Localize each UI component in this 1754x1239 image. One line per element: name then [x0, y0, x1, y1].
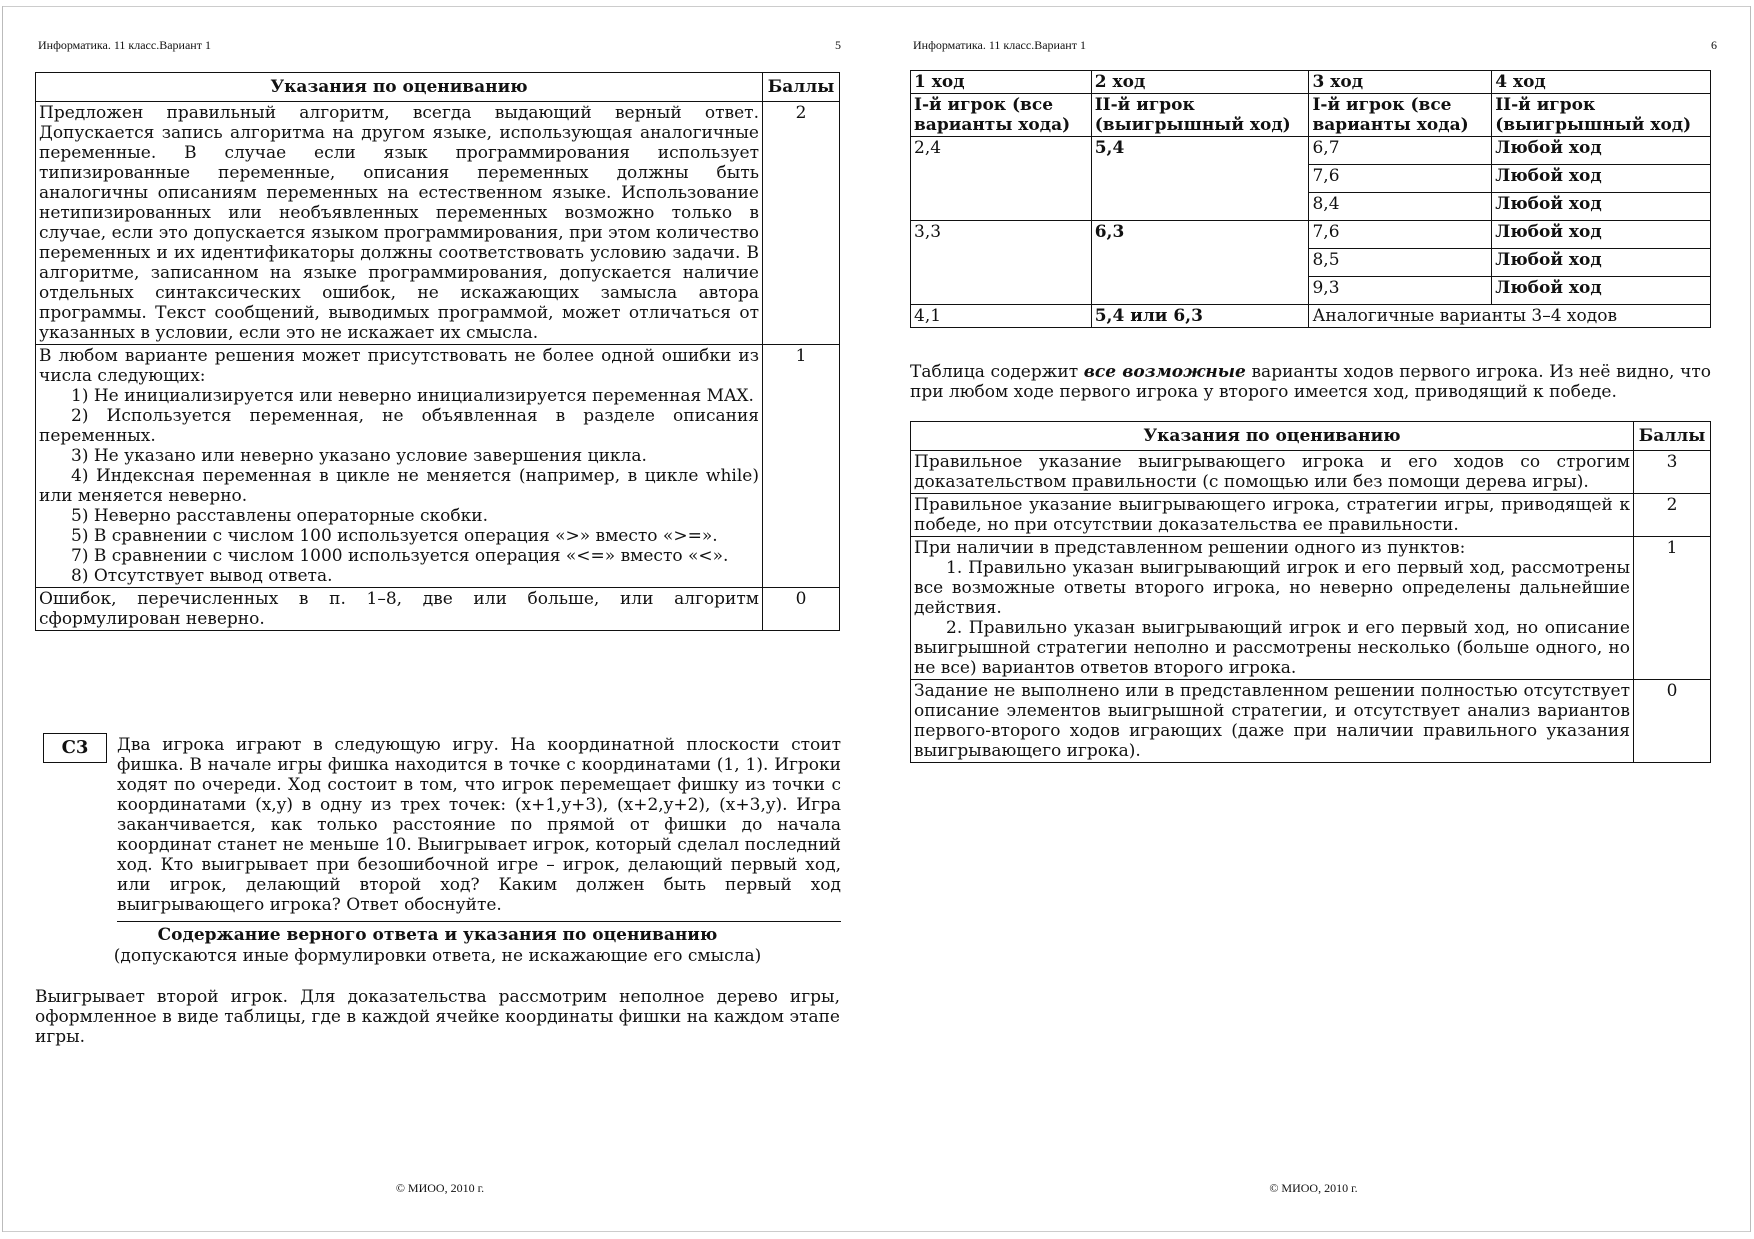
table-note	[910, 362, 1711, 402]
fourth-move: Любой ход	[1492, 165, 1711, 193]
table-row	[911, 537, 1711, 680]
list-item: 2. Правильно указан выигрывающий игрок и его первый ход, но описание выигрышной стратегии неполно и рассмотрены несколько (больше одного, но не все) вариантов ответов второго игрока.	[914, 618, 1630, 678]
grading-table-c3	[910, 421, 1711, 763]
criteria-cell	[911, 537, 1634, 680]
answer-heading: Содержание верного ответа и указания по оцениванию	[157, 925, 718, 945]
column-header-criteria: Указания по оцениванию	[911, 422, 1634, 451]
criteria-text: Правильное указание выигрывающего игрока, стратегии игры, приводящей к победе, но при отсутствии доказательства ее правильности.	[911, 494, 1634, 537]
list-item: 1) Не инициализируется или неверно инициализируется переменная MAX.	[71, 386, 754, 406]
column-header-criteria: Указания по оцениванию	[36, 73, 763, 102]
second-move: 5,4 или 6,3	[1091, 305, 1309, 328]
list-item: 8) Отсутствует вывод ответа.	[71, 566, 333, 586]
first-move: 2,4	[911, 137, 1092, 221]
page-header: Информатика. 11 класс.Вариант 1	[913, 38, 1086, 52]
grading-table-c2	[35, 72, 840, 631]
list-item: 4) Индексная переменная в цикле не меняется (например, в цикле while) или меняется неверно.	[39, 466, 759, 506]
table-row	[911, 494, 1711, 537]
criteria-text: Правильное указание выигрывающего игрока и его ходов со строгим доказательством правильности (с помощью или без помощи дерева игры).	[911, 451, 1634, 494]
task-text: Два игрока играют в следующую игру. На координатной плоскости стоит фишка. В начале игры фишка находится в точке с координатами (1, 1). Игроки ходят по очереди. Ход состоит в том, что игрок перемещает фишку из точки с координатами (x,y) в одну из трех точек: (x+1,y+3), (x+2,y+2), (x+3,y). Игра заканчивается, как только расстояние по прямой от фишки до начала координат станет не меньше 10. Выигрывает игрок, который сделал последний ход. Кто выигрывает при безошибочной игре – игрок, делающий первый ход, или игрок, делающий второй ход? Каким должен быть первый ход выигрывающего игрока? Ответ обоснуйте.	[117, 735, 841, 915]
table-row	[911, 451, 1711, 494]
fourth-move: Любой ход	[1492, 193, 1711, 221]
criteria-text: Задание не выполнено или в представленном решении полностью отсутствует описание элементов выигрышной стратегии, и отсутствует анализ вариантов первого-второго ходов играющих (даже при наличии правильного указания выигрывающего игрока).	[911, 680, 1634, 763]
list-item: 2) Используется переменная, не объявленная в разделе описания переменных.	[39, 406, 759, 446]
other-moves: Аналогичные варианты 3–4 ходов	[1309, 305, 1711, 328]
points-value: 0	[1634, 680, 1711, 763]
criteria-text: При наличии в представленном решении одного из пунктов:	[914, 538, 1466, 558]
third-move: 7,6	[1309, 165, 1492, 193]
table-row	[36, 102, 840, 345]
task-label: С3	[43, 733, 107, 763]
column-subheader: II-й игрок (выигрышный ход)	[1091, 94, 1309, 137]
second-move: 6,3	[1091, 221, 1309, 305]
table-header-row	[911, 71, 1711, 94]
page-header: Информатика. 11 класс.Вариант 1	[38, 38, 211, 52]
divider	[117, 921, 841, 922]
answer-text: Выигрывает второй игрок. Для доказательства рассмотрим неполное дерево игры, оформленное в виде таблицы, где в каждой ячейке координаты фишки на каждом этапе игры.	[35, 987, 840, 1047]
points-value: 1	[763, 345, 840, 588]
table-row	[36, 588, 840, 631]
table-row	[911, 305, 1711, 328]
page-number: 5	[835, 38, 841, 52]
column-header: 2 ход	[1091, 71, 1309, 94]
points-value: 0	[763, 588, 840, 631]
third-move: 8,5	[1309, 249, 1492, 277]
list-item: 7) В сравнении с числом 1000 используется операция «<=» вместо «<».	[71, 546, 729, 566]
moves-table	[910, 70, 1711, 328]
third-move: 9,3	[1309, 277, 1492, 305]
fourth-move: Любой ход	[1492, 249, 1711, 277]
left-page	[2, 6, 878, 1232]
table-row	[911, 680, 1711, 763]
list-item: 5) Неверно расставлены операторные скобки.	[71, 506, 488, 526]
criteria-text: Ошибок, перечисленных в п. 1–8, две или больше, или алгоритм сформулирован неверно.	[36, 588, 763, 631]
column-header-points: Баллы	[763, 73, 840, 102]
criteria-text: Предложен правильный алгоритм, всегда выдающий верный ответ. Допускается запись алгоритма на другом языке, использующая аналогичные переменные. В случае если язык программирования использует типизированные переменные, описания переменных должны быть аналогичны описаниям переменных на естественном языке. Использование нетипизированных или необъявленных переменных возможно только в случае, если это допускается языком программирования, при этом количество переменных и их идентификаторы должны соответствовать условию задачи. В алгоритме, записанном на языке программирования, допускается наличие отдельных синтаксических ошибок, не искажающих замысла автора программы. Текст сообщений, выводимых программой, может отличаться от указанных в условии, если это не искажает их смысла.	[36, 102, 763, 345]
points-value: 1	[1634, 537, 1711, 680]
right-page	[877, 6, 1751, 1232]
first-move: 3,3	[911, 221, 1092, 305]
column-header: 4 ход	[1492, 71, 1711, 94]
list-item: 3) Не указано или неверно указано условие завершения цикла.	[71, 446, 647, 466]
note-text: Таблица содержит	[910, 362, 1079, 382]
third-move: 8,4	[1309, 193, 1492, 221]
list-item: 5) В сравнении с числом 100 используется операция «>» вместо «>=».	[71, 526, 718, 546]
table-row	[911, 137, 1711, 165]
table-subheader-row	[911, 94, 1711, 137]
page-number: 6	[1711, 38, 1717, 52]
note-emphasis: все возможные	[1083, 362, 1246, 382]
column-subheader: I-й игрок (все варианты хода)	[1309, 94, 1492, 137]
second-move: 5,4	[1091, 137, 1309, 221]
table-row	[911, 221, 1711, 249]
column-header: 3 ход	[1309, 71, 1492, 94]
table-row	[36, 345, 840, 588]
column-header: 1 ход	[911, 71, 1092, 94]
page-footer: © МИОО, 2010 г.	[1269, 1181, 1358, 1195]
column-header-points: Баллы	[1634, 422, 1711, 451]
note-text: варианты ходов первого игрока. Из неё видно, что при любом ходе первого игрока у второго имеется ход, приводящий к победе.	[910, 362, 1711, 402]
third-move: 6,7	[1309, 137, 1492, 165]
answer-subheading: (допускаются иные формулировки ответа, не искажающие его смысла)	[113, 946, 762, 966]
fourth-move: Любой ход	[1492, 137, 1711, 165]
third-move: 7,6	[1309, 221, 1492, 249]
fourth-move: Любой ход	[1492, 277, 1711, 305]
list-item: 1. Правильно указан выигрывающий игрок и его первый ход, рассмотрены все возможные ответы второго игрока, но неверно определены дальнейшие действия.	[914, 558, 1630, 618]
criteria-text: В любом варианте решения может присутствовать не более одной ошибки из числа следующих:	[39, 346, 759, 386]
points-value: 3	[1634, 451, 1711, 494]
page-footer: © МИОО, 2010 г.	[395, 1181, 485, 1195]
criteria-cell	[36, 345, 763, 588]
points-value: 2	[763, 102, 840, 345]
first-move: 4,1	[911, 305, 1092, 328]
column-subheader: I-й игрок (все варианты хода)	[911, 94, 1092, 137]
column-subheader: II-й игрок (выигрышный ход)	[1492, 94, 1711, 137]
fourth-move: Любой ход	[1492, 221, 1711, 249]
points-value: 2	[1634, 494, 1711, 537]
